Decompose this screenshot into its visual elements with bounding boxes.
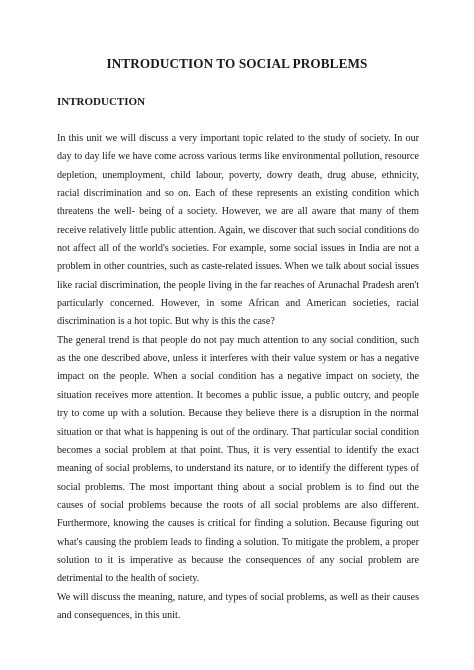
- page-title: INTRODUCTION TO SOCIAL PROBLEMS: [106, 56, 368, 71]
- paragraph-3: We will discuss the meaning, nature, and types of social problems, as well as their causes and consequences, in this unit.: [57, 591, 419, 621]
- section-heading: INTRODUCTION: [57, 96, 146, 108]
- document-body: [57, 130, 419, 625]
- paragraph-1: In this unit we will discuss a very important topic related to the study of society. In our day to day life we have come across various terms like environmental pollution, resource depletion, unemployment, child labour, poverty, dowry death, drug abuse, ethnicity, racial discrimination and so on. Each of these represents an existing condition which threatens the well- being of a society. However, we are all aware that many of them receive relatively little public attention. Again, we discover that such social conditions do not affect all of the world's societies. For example, some social issues in India are not a problem in other countries, such as caste-related issues. When we talk about social issues like racial discrimination, the people living in the far reaches of Arunachal Pradesh aren't particularly concerned. However, in some African and American societies, racial discrimination is a hot topic. But why is this the case?: [57, 133, 419, 328]
- paragraph-2: The general trend is that people do not pay much attention to any social condition, such as the one described above, unless it interferes with their value system or has a negative impact on the people. When a social condition has a negative impact on society, the situation receives more attention. It becomes a public issue, a public outcry, and people try to come up with a solution. Because they believe there is a disruption in the normal situation or that what is happening is out of the ordinary. That particular social condition becomes a social problem at that point. Thus, it is very essential to identify the exact meaning of social problems, to understand its nature, or to identify the different types of social problems. The most important thing about a social problem is to find out the causes of social problems because the roots of all social problems are also different. Furthermore, knowing the causes is critical for finding a solution. Because figuring out what's causing the problem leads to finding a solution. To mitigate the problem, a proper solution to it is imperative as because the consequences of any social problem are detrimental to the health of society.: [57, 334, 419, 585]
